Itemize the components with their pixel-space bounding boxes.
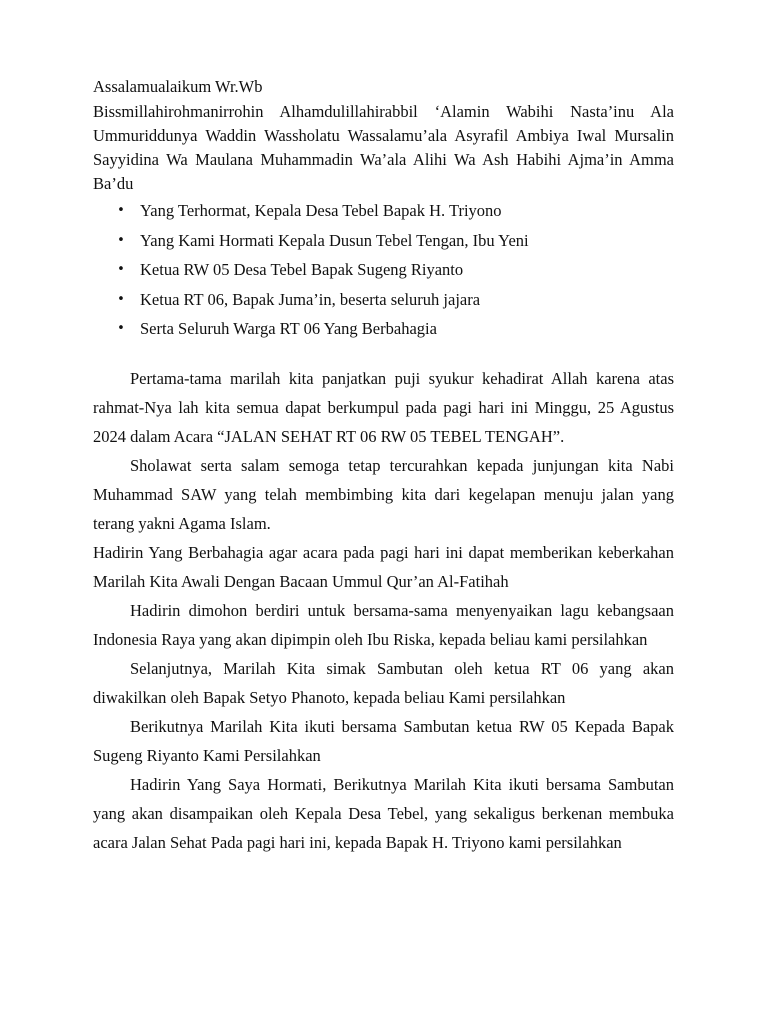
paragraph-al-fatihah: Hadirin Yang Berbahagia agar acara pada pagi hari ini dapat memberikan keberkahan Marilah Kita Awali Dengan Bacaan Ummul Qur’an Al-Fatihah	[93, 542, 674, 591]
list-item	[93, 285, 674, 315]
bullet-icon: •	[117, 232, 125, 248]
paragraph-opening-gratitude: Pertama-tama marilah kita panjatkan puji syukur kehadirat Allah karena atas rahmat-Nya lah kita semua dapat berkumpul pada pagi hari ini Minggu, 25 Agustus 2024 dalam Acara “JALAN SEHAT RT 06 RW 05 TEBEL TENGAH”.	[93, 368, 674, 446]
opening-prayer: Bissmillahirohmanirrohin Alhamdulillahirabbil ‘Alamin Wabihi Nasta’inu Ala Ummuriddunya Waddin Wassholatu Wassalamu’ala Asyrafil Ambiya Iwal Mursalin Sayyidina Wa Maulana Muhammadin Wa’ala Alihi Wa Ash Habihi Ajma’in Amma Ba’du	[93, 102, 674, 193]
list-item	[93, 196, 674, 226]
addressee-text: Yang Terhormat, Kepala Desa Tebel Bapak H. Triyono	[140, 201, 502, 220]
addressee-text: Ketua RW 05 Desa Tebel Bapak Sugeng Riyanto	[140, 260, 464, 280]
paragraph-village-head-speech: Hadirin Yang Saya Hormati, Berikutnya Marilah Kita ikuti bersama Sambutan yang akan disampaikan oleh Kepala Desa Tebel, yang sekaligus berkenan membuka acara Jalan Sehat Pada pagi hari ini, kepada Bapak H. Triyono kami persilahkan	[93, 774, 674, 852]
bullet-icon: •	[117, 262, 125, 278]
speech-body	[93, 364, 674, 857]
addressee-text: Yang Kami Hormati Kepala Dusun Tebel Tengan, Ibu Yeni	[140, 230, 529, 250]
list-item	[93, 226, 674, 256]
bullet-icon: •	[117, 321, 125, 337]
paragraph-rt-speech: Selanjutnya, Marilah Kita simak Sambutan oleh ketua RT 06 yang akan diwakilkan oleh Bapak Setyo Phanoto, kepada beliau Kami persilahkan	[93, 658, 674, 707]
list-item	[93, 255, 674, 285]
bullet-icon: •	[117, 203, 125, 218]
addressee-text: Serta Seluruh Warga RT 06 Yang Berbahagia	[140, 319, 437, 339]
list-item	[93, 314, 674, 344]
paragraph-sholawat: Sholawat serta salam semoga tetap tercurahkan kepada junjungan kita Nabi Muhammad SAW yang telah membimbing kita dari kegelapan menuju jalan yang terang yakni Agama Islam.	[93, 455, 674, 533]
bullet-icon: •	[117, 291, 125, 307]
addressee-list	[93, 196, 674, 344]
greeting: Assalamualaikum Wr.Wb	[93, 77, 263, 96]
addressee-text: Ketua RT 06, Bapak Juma’in, beserta seluruh jajara	[140, 289, 481, 309]
paragraph-indonesia-raya: Hadirin dimohon berdiri untuk bersama-sama menyenyaikan lagu kebangsaan Indonesia Raya yang akan dipimpin oleh Ibu Riska, kepada beliau kami persilahkan	[93, 600, 674, 649]
paragraph-rw-speech: Berikutnya Marilah Kita ikuti bersama Sambutan ketua RW 05 Kepada Bapak Sugeng Riyanto Kami Persilahkan	[93, 716, 674, 765]
document-page	[93, 76, 674, 857]
